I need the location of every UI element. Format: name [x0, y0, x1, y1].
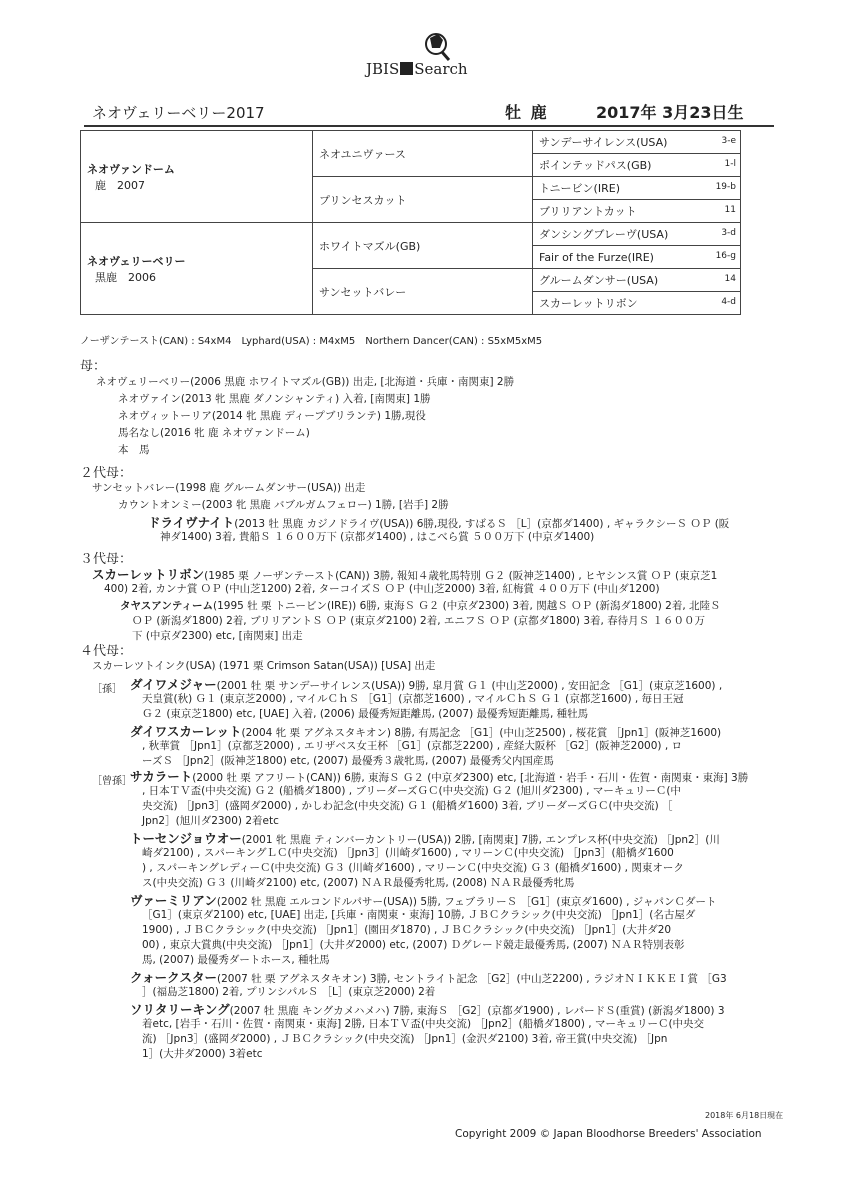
section-g2: ２代母：: [80, 466, 133, 481]
as-of-date: 2018年 6月18日現在: [705, 1111, 784, 1120]
descendant-cont: ) , スパーキングレディーＣ(中央交流) Ｇ３ (川崎ダ1600) , マリーンＣ(中央交流) Ｇ３ (船橋ダ1600) , 関東オーク: [142, 862, 684, 874]
horse-name: ネオヴェリーベリー2017: [92, 104, 265, 122]
gen3-cell: ダンシングブレーヴ(USA) 3-d: [533, 223, 741, 246]
pedigree-table: [80, 130, 741, 315]
descendant-cont: , 日本ＴＶ盃(中央交流) Ｇ２ (船橋ダ1800) , ブリーダーズＧＣ(中央交流) Ｇ２ (旭川ダ2300) , マーキュリーＣ(中: [142, 785, 681, 797]
descendant-cont: ［G1］(東京ダ2100) etc, [UAE] 出走, [兵庫・南関東・東海] 10勝, ＪＢＣクラシック(中央交流) ［Jpn1］(名古屋ダ: [142, 909, 696, 921]
descendant-cont: , 秋華賞 ［Jpn1］(京都芝2000) , エリザベス女王杯 ［G1］(京都芝2200) , 産経大阪杯 ［G2］(阪神芝2000) , ロ: [142, 740, 682, 752]
dam-cell: [81, 223, 313, 315]
gen3-cell: Fair of the Furze(IRE) 16-g: [533, 246, 741, 269]
descendant-entry: サカラート(2000 牡 栗 アフリート(CAN)) 6勝, 東海Ｓ Ｇ２ (中京ダ2300) etc, [北海道・岩手・石川・佐賀・南関東・東海] 3勝: [130, 769, 749, 784]
sire-info: 鹿 2007: [95, 178, 145, 192]
descendant-cont: 1］(大井ダ2000) 3着etc: [142, 1048, 263, 1060]
g4-line: スカーレツトインク(USA) (1971 栗 Crimson Satan(USA)) [USA] 出走: [92, 660, 436, 672]
descendant-entry: ダイワスカーレット(2004 牝 栗 アグネスタキオン) 8勝, 有馬記念 ［G1］(中山芝2500) , 桜花賞 ［Jpn1］(阪神芝1600): [130, 724, 722, 739]
descendant-entry: ダイワメジャー(2001 牡 栗 サンデーサイレンス(USA)) 9勝, 皐月賞 Ｇ１ (中山芝2000) , 安田記念 ［G1］(東京芝1600) ,: [130, 677, 723, 692]
descendant-entry: クォークスター(2007 牡 栗 アグネスタキオン) 3勝, セントライト記念 ［G2］(中山芝2200) , ラジオＮＩＫＫＥＩ賞 ［G3: [130, 970, 727, 985]
gen2-cell: ホワイトマズル(GB): [313, 223, 533, 269]
section-g4: ４代母：: [80, 644, 133, 659]
dam-name: ネオヴェリーベリー: [87, 254, 186, 268]
section-dam: 母：: [80, 359, 107, 374]
descendant-cont: 央交流) ［Jpn3］(盛岡ダ2000) , かしわ記念(中央交流) Ｇ１ (船橋ダ1600) 3着, ブリーダーズＧＣ(中央交流) ［: [142, 800, 673, 812]
descendant-cont: Jpn2］(旭川ダ2300) 2着etc: [142, 815, 279, 827]
descendant-cont: 天皇賞(秋) Ｇ１ (東京芝2000) , マイルＣｈＳ ［G1］(京都芝1600) , マイルＣｈＳ Ｇ１ (京都芝1600) , 毎日王冠: [142, 693, 684, 705]
descendant-cont: ］(福島芝1800) 2着, プリンシパルＳ ［L］(東京芝2000) 2着: [142, 986, 436, 998]
birth-date: 2017年 3月23日生: [596, 103, 744, 122]
logo-box-icon: [400, 62, 413, 75]
descendant-cont: 1900) , ＪＢＣクラシック(中央交流) ［Jpn1］(園田ダ1870) , ＪＢＣクラシック(中央交流) ［Jpn1］(大井ダ20: [142, 924, 672, 936]
grandchild-tag: ［孫］: [92, 684, 122, 695]
g2-line: サンセットバレー(1998 鹿 グルームダンサー(USA)) 出走: [92, 482, 366, 494]
sibling-line: ネオヴィットーリア(2014 牝 黒鹿 ディープブリランテ) 1勝,現役: [118, 410, 426, 422]
descendant-entry: タヤスアンティーム(1995 牡 栗 トニービン(IRE)) 6勝, 東海Ｓ Ｇ２ (中京ダ2300) 3着, 関越Ｓ ＯＰ (新潟ダ1800) 2着, 北陸Ｓ: [120, 600, 721, 612]
descendant-entry: スカーレットリボン(1985 栗 ノーザンテースト(CAN)) 3勝, 報知４歳牝馬特別 Ｇ２ (阪神芝1400) , ヒヤシンス賞 ＯＰ (東京芝1: [92, 567, 718, 582]
gen3-cell: グルームダンサー(USA) 14: [533, 269, 741, 292]
jbis-search-logo: JBIS Search: [366, 30, 496, 85]
inbreeding-line: ノーザンテースト(CAN) : S4xM4 Lyphard(USA) : M4xM5 Northern Dancer(CAN) : S5xM5xM5: [80, 336, 543, 347]
sibling-line: 馬名なし(2016 牝 鹿 ネオヴァンドーム): [118, 427, 310, 439]
sire-cell: [81, 131, 313, 223]
section-g3: ３代母：: [80, 552, 133, 567]
logo-horse-icon: [416, 30, 456, 62]
gen3-cell: スカーレットリボン 4-d: [533, 292, 741, 315]
self-line: 本 馬: [118, 444, 150, 456]
descendant-cont: 400) 2着, カンナ賞 ＯＰ (中山芝1200) 2着, ターコイズＳ ＯＰ (中山芝2000) 3着, 紅梅賞 ４００万下 (中山ダ1200): [104, 583, 660, 595]
gen3-cell: サンデーサイレンス(USA) 3-e: [533, 131, 741, 154]
descendant-cont: Ｇ２ (東京芝1800) etc, [UAE] 入着, (2006) 最優秀短距離馬, (2007) 最優秀短距離馬, 種牡馬: [142, 708, 589, 720]
descendant-cont: 着etc, [岩手・石川・佐賀・南関東・東海] 2勝, 日本ＴＶ盃(中央交流) ［Jpn2］(船橋ダ1800) , マーキュリーＣ(中央交: [142, 1018, 705, 1030]
dam-line: ネオヴェリーベリー(2006 黒鹿 ホワイトマズル(GB)) 出走, [北海道・兵庫・南関東] 2勝: [96, 376, 515, 388]
gen3-cell: トニービン(IRE) 19-b: [533, 177, 741, 200]
descendant-cont: 下 (中京ダ2300) etc, [南関東] 出走: [132, 630, 303, 642]
horse-sex: 牡 鹿: [505, 103, 549, 122]
descendant-cont: 馬, (2007) 最優秀ダートホース, 種牡馬: [142, 954, 330, 966]
gen3-cell: ポインテッドパス(GB) 1-l: [533, 154, 741, 177]
great-grandchild-tag: ［曾孫］: [92, 776, 132, 787]
descendant-cont: 流) ［Jpn3］(盛岡ダ2000) , ＪＢＣクラシック(中央交流) ［Jpn1］(金沢ダ2100) 3着, 帝王賞(中央交流) ［Jpn: [142, 1033, 668, 1045]
descendant-cont: ス(中央交流) Ｇ３ (川崎ダ2100) etc, (2007) ＮＡＲ最優秀牝馬, (2008) ＮＡＲ最優秀牝馬: [142, 877, 575, 889]
descendant-entry: ソリタリーキング(2007 牡 黒鹿 キングカメハメハ) 7勝, 東海Ｓ ［G2］(京都ダ1900) , レパードＳ(重賞) (新潟ダ1800) 3: [130, 1002, 725, 1017]
gen2-cell: プリンセスカット: [313, 177, 533, 223]
copyright: Copyright 2009 © Japan Bloodhorse Breeders' Association: [455, 1128, 762, 1140]
descendant-cont: ーズＳ ［Jpn2］(阪神芝1800) etc, (2007) 最優秀３歳牝馬, (2007) 最優秀父内国産馬: [142, 755, 554, 767]
descendant-entry: ヴァーミリアン(2002 牡 黒鹿 エルコンドルパサー(USA)) 5勝, フェブラリーＳ ［G1］(東京ダ1600) , ジャパンＣダート: [130, 893, 717, 908]
descendant-entry: トーセンジョウオー(2001 牝 黒鹿 ティンバーカントリー(USA)) 2勝, [南関東] 7勝, エンプレス杯(中央交流) ［Jpn2］(川: [130, 831, 720, 846]
dam-info: 黒鹿 2006: [95, 270, 156, 284]
g2-child-line: カウントオンミー(2003 牝 黒鹿 バブルガムフェロー) 1勝, [岩手] 2勝: [118, 499, 449, 511]
sire-name: ネオヴァンドーム: [87, 162, 175, 176]
descendant-cont: ＯＰ (新潟ダ1800) 2着, ブリリアントＳ ＯＰ (東京ダ2100) 2着, エニフＳ ＯＰ (京都ダ1800) 3着, 春待月Ｓ １６００万: [132, 615, 706, 627]
descendant-cont: 神ダ1400) 3着, 貴船Ｓ １６００万下 (京都ダ1400) , はこべら賞 ５００万下 (中京ダ1400): [160, 531, 595, 543]
descendant-cont: 00) , 東京大賞典(中央交流) ［Jpn1］(大井ダ2000) etc, (2007) Ｄグレード競走最優秀馬, (2007) ＮＡＲ特別表彰: [142, 939, 685, 951]
header-rule: [84, 125, 774, 127]
sibling-line: ネオヴァイン(2013 牝 黒鹿 ダノンシャンティ) 入着, [南関東] 1勝: [118, 393, 431, 405]
gen2-cell: サンセットバレー: [313, 269, 533, 315]
gen2-cell: ネオユニヴァース: [313, 131, 533, 177]
descendant-entry: ドライヴナイト(2013 牡 黒鹿 カジノドライヴ(USA)) 6勝,現役, すばるＳ ［L］(京都ダ1400) , ギャラクシーＳ ＯＰ (阪: [148, 515, 730, 530]
gen3-cell: ブリリアントカット 11: [533, 200, 741, 223]
descendant-cont: 崎ダ2100) , スパーキングＬＣ(中央交流) ［Jpn3］(川崎ダ1600) , マリーンＣ(中央交流) ［Jpn3］(船橋ダ1600: [142, 847, 674, 859]
